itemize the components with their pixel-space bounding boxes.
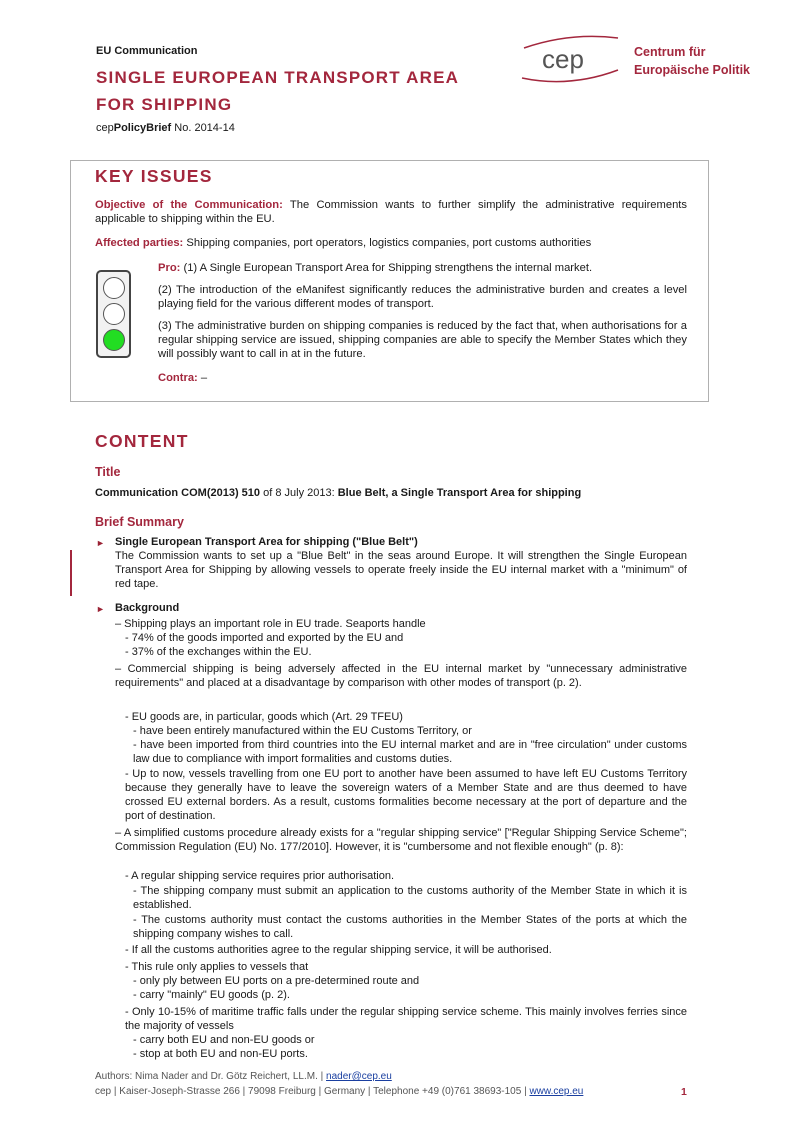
- change-marker: [70, 550, 72, 596]
- traffic-light-green-lamp: [103, 329, 125, 351]
- page-title-line2: FOR SHIPPING: [96, 95, 233, 114]
- background-line: - stop at both EU and non-EU ports.: [133, 1048, 308, 1060]
- background-line: – A simplified customs procedure already exists for a "regular shipping service" ["Regular Shipping Service Scheme"; Commission Regulation (EU) No. 177/2010]. However, it is "cumbersome and not flexible enough" (p. 8):: [115, 827, 687, 853]
- communication-reference: [95, 486, 581, 500]
- background-line: - have been entirely manufactured within the EU Customs Territory, or: [133, 725, 472, 737]
- policy-brief-number: [96, 121, 235, 135]
- background-line: - Only 10-15% of maritime traffic falls under the regular shipping service scheme. This mainly involves ferries since the majority of vessels: [125, 1006, 687, 1032]
- summary-item-1-text: The Commission wants to set up a "Blue Belt" in the seas around Europe. It will strengthen the Single European Transport Area for Shipping by allowing vessels to operate freely inside the EU internal market with a "minimum" of red tape.: [115, 550, 687, 590]
- footer-address: [95, 1085, 583, 1099]
- comm-ref-bold: Communication COM(2013) 510: [95, 487, 261, 499]
- objective-text: The Commission wants to further simplify the administrative requirements applicable to shipping within the EU.: [95, 199, 687, 225]
- logo-org-line1: Centrum für: [634, 45, 706, 59]
- comm-ref-date: of 8 July 2013:: [260, 487, 338, 499]
- page-title-line1: SINGLE EUROPEAN TRANSPORT AREA: [96, 68, 460, 87]
- title-subheading: Title: [95, 465, 121, 479]
- background-line: – Commercial shipping is being adversely affected in the EU internal market by "unnecessary administrative requirements" and placed at a disadvantage by comparison with other modes of transport (p. 2).: [115, 663, 687, 689]
- brief-bold: PolicyBrief: [113, 122, 172, 134]
- background-line: - The customs authority must contact the customs authorities in the Member States of the ports at which the shipping company wishes to call.: [133, 914, 687, 940]
- background-line: - carry "mainly" EU goods (p. 2).: [133, 989, 290, 1001]
- comm-ref-title: Blue Belt, a Single Transport Area for shipping: [337, 487, 582, 499]
- background-line: - carry both EU and non-EU goods or: [133, 1034, 315, 1046]
- brief-prefix: cep: [96, 122, 114, 134]
- background-line: - A regular shipping service requires prior authorisation.: [125, 870, 395, 882]
- traffic-light-icon: [96, 270, 131, 358]
- background-line: - 74% of the goods imported and exported by the EU and: [125, 632, 404, 644]
- objective-paragraph: [95, 198, 687, 226]
- contra-paragraph: [158, 371, 687, 385]
- bullet-icon: ►: [96, 538, 105, 548]
- logo-org-name: [634, 43, 750, 79]
- objective-label: Objective of the Communication:: [95, 199, 283, 211]
- background-line: - 37% of the exchanges within the EU.: [125, 646, 312, 658]
- affected-text: Shipping companies, port operators, logistics companies, port customs authorities: [183, 237, 592, 249]
- background-line: - Up to now, vessels travelling from one EU port to another have been assumed to have left EU Customs Territory because they generally have to leave the sovereign waters of a Member State and are thus deemed to have crossed EU external borders. As a result, customs formalities become necessary at the port of departure and the port of destination.: [125, 768, 687, 822]
- traffic-light-yellow-lamp: [103, 303, 125, 325]
- summary-item-1-heading: Single European Transport Area for shipping ("Blue Belt"): [115, 536, 418, 548]
- background-line: - This rule only applies to vessels that: [125, 961, 309, 973]
- pro-text-1: (1) A Single European Transport Area for Shipping strengthens the internal market.: [180, 262, 593, 274]
- background-line: - If all the customs authorities agree to the regular shipping service, it will be authorised.: [125, 944, 552, 956]
- website-link[interactable]: www.cep.eu: [529, 1086, 584, 1097]
- background-line: - have been imported from third countries into the EU internal market and are in "free circulation" under customs law due to compliance with import formalities and customs duties.: [133, 739, 687, 765]
- logo-org-line2: Europäische Politik: [634, 63, 751, 77]
- content-heading: CONTENT: [95, 431, 189, 451]
- key-issues-heading: KEY ISSUES: [95, 166, 213, 186]
- address-text: cep | Kaiser-Joseph-Strasse 266 | 79098 Freiburg | Germany | Telephone +49 (0)761 38693-105 |: [95, 1086, 530, 1097]
- footer-authors: [95, 1070, 392, 1084]
- contra-text: –: [197, 372, 208, 384]
- brief-number: No. 2014-14: [171, 122, 235, 134]
- affected-label: Affected parties:: [95, 237, 184, 249]
- page-title: [96, 64, 459, 118]
- logo-wordmark: cep: [542, 44, 584, 74]
- eu-communication-label: EU Communication: [96, 45, 198, 57]
- brief-summary-subheading: Brief Summary: [95, 515, 184, 529]
- author-email-link[interactable]: nader@cep.eu: [326, 1071, 392, 1082]
- pro-paragraph-2: (2) The introduction of the eManifest significantly reduces the administrative burden and creates a level playing field for the various different modes of transport.: [158, 284, 687, 310]
- summary-item-2-heading: Background: [115, 602, 180, 614]
- pro-paragraph-3: (3) The administrative burden on shipping companies is reduced by the fact that, when authorisations for a regular shipping service are issued, shipping companies are able to specify the Member States which they will possibly want to call in at in the future.: [158, 320, 687, 360]
- affected-paragraph: [95, 236, 687, 250]
- pro-label: Pro:: [158, 262, 181, 274]
- background-line: – Shipping plays an important role in EU trade. Seaports handle: [115, 618, 426, 630]
- key-issues-box: [70, 160, 709, 402]
- pro-paragraph-1: [158, 261, 687, 275]
- bullet-icon: ►: [96, 604, 105, 614]
- background-line: - only ply between EU ports on a pre-determined route and: [133, 975, 420, 987]
- contra-label: Contra:: [158, 372, 198, 384]
- cep-logo: [520, 30, 620, 86]
- authors-text: Authors: Nima Nader and Dr. Götz Reichert, LL.M. |: [95, 1071, 327, 1082]
- page-number: 1: [681, 1086, 687, 1098]
- background-line: - EU goods are, in particular, goods which (Art. 29 TFEU): [125, 711, 403, 723]
- traffic-light-red-lamp: [103, 277, 125, 299]
- background-line: - The shipping company must submit an application to the customs authority of the Member State in which it is established.: [133, 885, 687, 911]
